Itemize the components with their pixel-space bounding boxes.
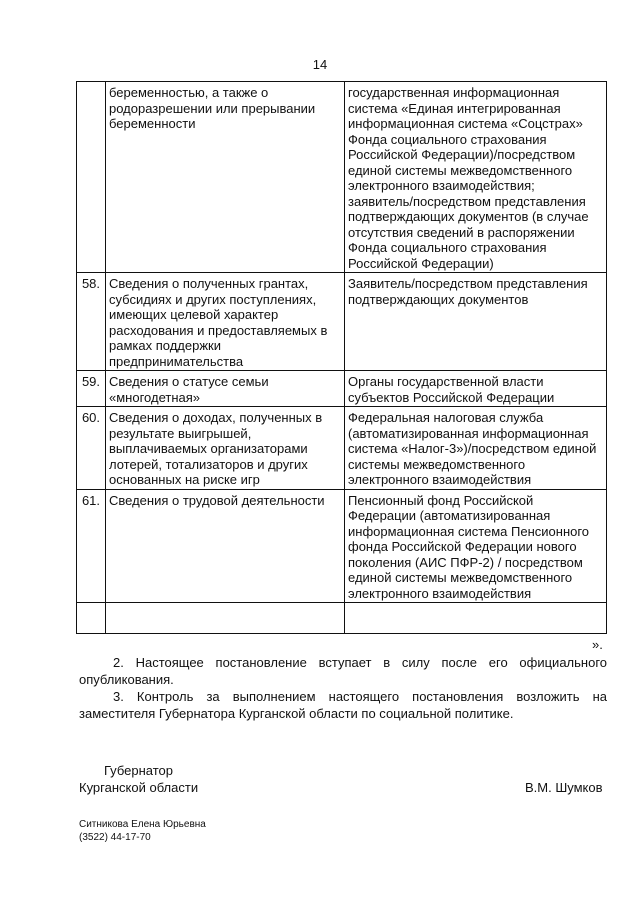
row-description: Сведения о доходах, полученных в результате выигрышей, выплачиваемых организаторами лотерей, тотализаторов и других основанных на риске игр (106, 407, 345, 490)
row-number: 60. (77, 407, 106, 490)
table-row-empty (77, 603, 607, 634)
paragraph-control-text: 3. Контроль за выполнением настоящего постановления возложить на заместителя Губернатора Курганской области по социальной политике. (79, 689, 607, 721)
row-description: Сведения о полученных грантах, субсидиях и других поступлениях, имеющих целевой характер расходования и предоставляемых в рамках поддержки предпринимательства (106, 273, 345, 371)
row-number: 61. (77, 489, 106, 603)
row-description (106, 603, 345, 634)
table-row (77, 371, 607, 407)
paragraph-effective-date (79, 654, 607, 688)
table-row (77, 489, 607, 603)
row-source: Заявитель/посредством представления подтверждающих документов (345, 273, 607, 371)
paragraph-control (79, 688, 607, 722)
row-number: 58. (77, 273, 106, 371)
signature-name: В.М. Шумков (525, 780, 603, 795)
row-source: Федеральная налоговая служба (автоматизированная информационная система «Налог-3»)/посредством единой системы межведомственного электронного взаимодействия (345, 407, 607, 490)
signature-title-line1: Губернатор (104, 763, 173, 778)
signature-title-line2: Курганской области (79, 780, 199, 795)
row-source (345, 603, 607, 634)
table-row (77, 273, 607, 371)
table-row (77, 407, 607, 490)
data-table (76, 81, 607, 634)
row-number (77, 603, 106, 634)
executor-name: Ситникова Елена Юрьевна (79, 819, 206, 830)
row-source: Пенсионный фонд Российской Федерации (автоматизированная информационная система Пенсионного фонда Российской Федерации нового поколения (АИС ПФР-2) / посредством единой системы межведомственного электронного взаимодействия (345, 489, 607, 603)
row-source: государственная информационная система «Единая интегрированная информационная система «Соцстрах» Фонда социального страхования Российской Федерации)/посредством единой системы межведомственного электронного взаимодействия; заявитель/посредством представления подтверждающих документов (в случае отсутствия сведений в распоряжении Фонда социального страхования Российской Федерации) (345, 82, 607, 273)
table-row (77, 82, 607, 273)
row-number: 59. (77, 371, 106, 407)
row-source: Органы государственной власти субъектов Российской Федерации (345, 371, 607, 407)
executor-phone: (3522) 44-17-70 (79, 832, 151, 843)
page-number: 14 (312, 57, 328, 72)
row-number (77, 82, 106, 273)
row-description: Сведения о трудовой деятельности (106, 489, 345, 603)
row-description: Сведения о статусе семьи «многодетная» (106, 371, 345, 407)
closing-quote: ». (592, 637, 603, 652)
row-description: беременностью, а также о родоразрешении или прерывании беременности (106, 82, 345, 273)
paragraph-effective-date-text: 2. Настоящее постановление вступает в силу после его официального опубликования. (79, 655, 607, 687)
